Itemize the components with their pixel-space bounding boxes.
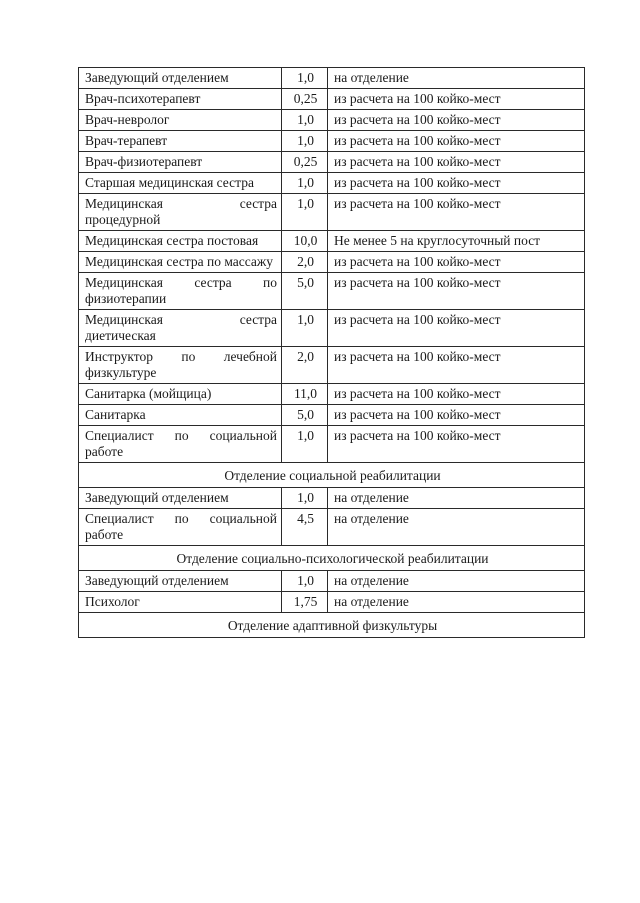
note-cell: из расчета на 100 койко-мест xyxy=(328,252,585,273)
position-cell: Медицинская сестра диетическая xyxy=(79,310,282,347)
staffing-table xyxy=(78,67,585,638)
note-cell: из расчета на 100 койко-мест xyxy=(328,110,585,131)
position-cell: Специалист по социальной работе xyxy=(79,509,282,546)
quantity-cell: 1,0 xyxy=(282,194,328,231)
table-row xyxy=(79,384,585,405)
section-title: Отделение социально-психологической реабилитации xyxy=(79,546,585,571)
position-cell: Врач-терапевт xyxy=(79,131,282,152)
note-cell: из расчета на 100 койко-мест xyxy=(328,405,585,426)
note-cell: из расчета на 100 койко-мест xyxy=(328,194,585,231)
position-cell: Заведующий отделением xyxy=(79,68,282,89)
section-title: Отделение социальной реабилитации xyxy=(79,463,585,488)
table-row xyxy=(79,310,585,347)
quantity-cell: 0,25 xyxy=(282,152,328,173)
table-row xyxy=(79,426,585,463)
note-cell: на отделение xyxy=(328,571,585,592)
section-header-row xyxy=(79,613,585,638)
position-cell: Санитарка xyxy=(79,405,282,426)
position-cell: Инструктор по лечебной физкультуре xyxy=(79,347,282,384)
table-row xyxy=(79,89,585,110)
note-cell: на отделение xyxy=(328,509,585,546)
table-row xyxy=(79,592,585,613)
table-row xyxy=(79,347,585,384)
note-cell: из расчета на 100 койко-мест xyxy=(328,273,585,310)
section-header-row xyxy=(79,463,585,488)
note-cell: из расчета на 100 койко-мест xyxy=(328,152,585,173)
table-row xyxy=(79,131,585,152)
table-row xyxy=(79,194,585,231)
table-row xyxy=(79,252,585,273)
position-cell: Специалист по социальной работе xyxy=(79,426,282,463)
quantity-cell: 5,0 xyxy=(282,405,328,426)
note-cell: из расчета на 100 койко-мест xyxy=(328,89,585,110)
position-cell: Санитарка (мойщица) xyxy=(79,384,282,405)
quantity-cell: 10,0 xyxy=(282,231,328,252)
table-row xyxy=(79,110,585,131)
position-cell: Заведующий отделением xyxy=(79,488,282,509)
table-row xyxy=(79,68,585,89)
note-cell: из расчета на 100 койко-мест xyxy=(328,173,585,194)
note-cell: на отделение xyxy=(328,68,585,89)
quantity-cell: 2,0 xyxy=(282,252,328,273)
position-cell: Врач-психотерапевт xyxy=(79,89,282,110)
quantity-cell: 1,0 xyxy=(282,110,328,131)
position-cell: Психолог xyxy=(79,592,282,613)
document-page xyxy=(78,67,584,638)
section-title: Отделение адаптивной физкультуры xyxy=(79,613,585,638)
quantity-cell: 1,0 xyxy=(282,131,328,152)
position-cell: Врач-невролог xyxy=(79,110,282,131)
note-cell: на отделение xyxy=(328,592,585,613)
note-cell: из расчета на 100 койко-мест xyxy=(328,426,585,463)
position-cell: Медицинская сестра по физиотерапии xyxy=(79,273,282,310)
quantity-cell: 1,0 xyxy=(282,68,328,89)
table-row xyxy=(79,273,585,310)
quantity-cell: 11,0 xyxy=(282,384,328,405)
quantity-cell: 1,75 xyxy=(282,592,328,613)
position-cell: Врач-физиотерапевт xyxy=(79,152,282,173)
note-cell: Не менее 5 на круглосуточный пост xyxy=(328,231,585,252)
table-row xyxy=(79,405,585,426)
note-cell: из расчета на 100 койко-мест xyxy=(328,384,585,405)
quantity-cell: 1,0 xyxy=(282,173,328,194)
position-cell: Заведующий отделением xyxy=(79,571,282,592)
position-cell: Старшая медицинская сестра xyxy=(79,173,282,194)
section-header-row xyxy=(79,546,585,571)
position-cell: Медицинская сестра по массажу xyxy=(79,252,282,273)
quantity-cell: 0,25 xyxy=(282,89,328,110)
table-row xyxy=(79,231,585,252)
table-row xyxy=(79,509,585,546)
table-row xyxy=(79,571,585,592)
table-row xyxy=(79,173,585,194)
note-cell: из расчета на 100 койко-мест xyxy=(328,347,585,384)
quantity-cell: 5,0 xyxy=(282,273,328,310)
quantity-cell: 2,0 xyxy=(282,347,328,384)
note-cell: из расчета на 100 койко-мест xyxy=(328,131,585,152)
quantity-cell: 1,0 xyxy=(282,571,328,592)
position-cell: Медицинская сестра постовая xyxy=(79,231,282,252)
staffing-table-body xyxy=(79,68,585,638)
note-cell: на отделение xyxy=(328,488,585,509)
quantity-cell: 1,0 xyxy=(282,310,328,347)
position-cell: Медицинская сестра процедурной xyxy=(79,194,282,231)
quantity-cell: 1,0 xyxy=(282,488,328,509)
table-row xyxy=(79,488,585,509)
quantity-cell: 4,5 xyxy=(282,509,328,546)
table-row xyxy=(79,152,585,173)
quantity-cell: 1,0 xyxy=(282,426,328,463)
note-cell: из расчета на 100 койко-мест xyxy=(328,310,585,347)
